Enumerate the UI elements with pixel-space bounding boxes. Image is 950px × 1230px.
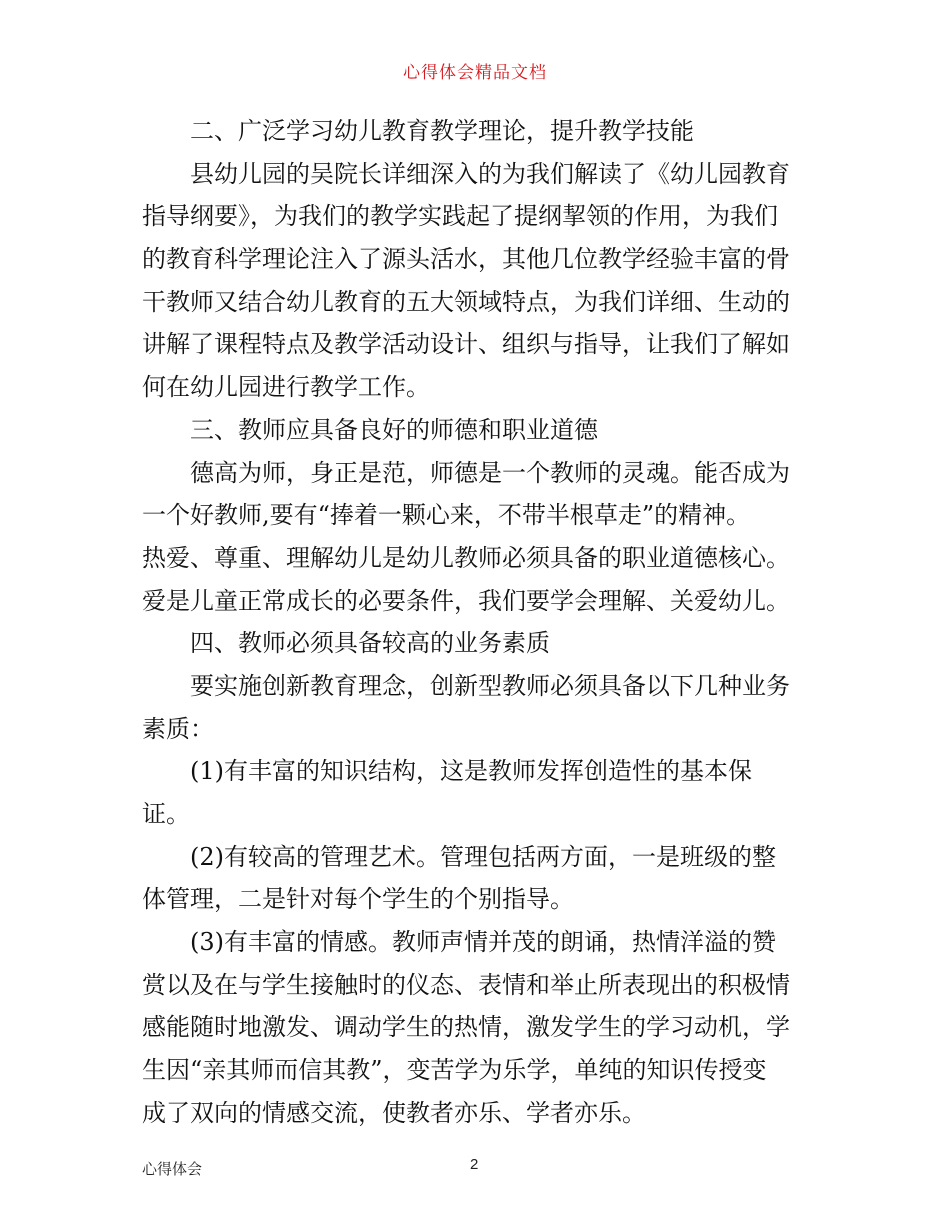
text-line: (1)有丰富的知识结构，这是教师发挥创造性的基本保 — [190, 757, 752, 786]
text-line: 热爱、尊重、理解幼儿是幼儿教师必须具备的职业道德核心。 — [142, 543, 790, 572]
text-line: 干教师又结合幼儿教育的五大领域特点，为我们详细、生动的 — [142, 287, 790, 316]
text-line: 一个好教师,要有“捧着一颗心来，不带半根草走”的精神。 — [142, 501, 751, 530]
footer-label: 心得体会 — [142, 1160, 203, 1178]
text-line: 赏以及在与学生接触时的仪态、表情和举止所表现出的积极情 — [142, 970, 790, 999]
text-line: (2)有较高的管理艺术。管理包括两方面，一是班级的整 — [190, 842, 776, 871]
text-line: 感能随时地激发、调动学生的热情，激发学生的学习动机，学 — [142, 1013, 790, 1042]
text-line: 四、教师必须具备较高的业务素质 — [190, 629, 550, 658]
text-line: 德高为师，身正是范，师德是一个教师的灵魂。能否成为 — [190, 458, 790, 487]
text-line: 指导纲要》，为我们的教学实践起了提纲挈领的作用，为我们 — [142, 202, 778, 231]
text-line: 讲解了课程特点及教学活动设计、组织与指导，让我们了解如 — [142, 330, 790, 359]
text-line: 体管理，二是针对每个学生的个别指导。 — [142, 885, 574, 914]
text-line: 成了双向的情感交流，使教者亦乐、学者亦乐。 — [142, 1098, 646, 1127]
text-line: (3)有丰富的情感。教师声情并茂的朗诵，热情洋溢的赞 — [190, 928, 776, 957]
text-line: 县幼儿园的吴院长详细深入的为我们解读了《幼儿园教育 — [190, 159, 790, 188]
text-line: 证。 — [142, 800, 190, 828]
text-line: 二、广泛学习幼儿教育教学理论，提升教学技能 — [190, 117, 694, 145]
document-body — [142, 110, 822, 1135]
text-line: 素质： — [142, 714, 214, 743]
text-line: 三、教师应具备良好的师德和职业道德 — [190, 415, 598, 444]
page-number: 2 — [470, 1156, 479, 1173]
page-header-title: 心得体会精品文档 — [403, 63, 547, 83]
text-line: 何在幼儿园进行教学工作。 — [142, 373, 430, 402]
text-line: 爱是儿童正常成长的必要条件，我们要学会理解、关爱幼儿。 — [142, 586, 790, 615]
text-line: 生因“亲其师而信其教”，变苦学为乐学，单纯的知识传授变 — [142, 1056, 767, 1085]
text-line: 的教育科学理论注入了源头活水，其他几位教学经验丰富的骨 — [142, 245, 790, 274]
text-line: 要实施创新教育理念，创新型教师必须具备以下几种业务 — [190, 671, 790, 700]
